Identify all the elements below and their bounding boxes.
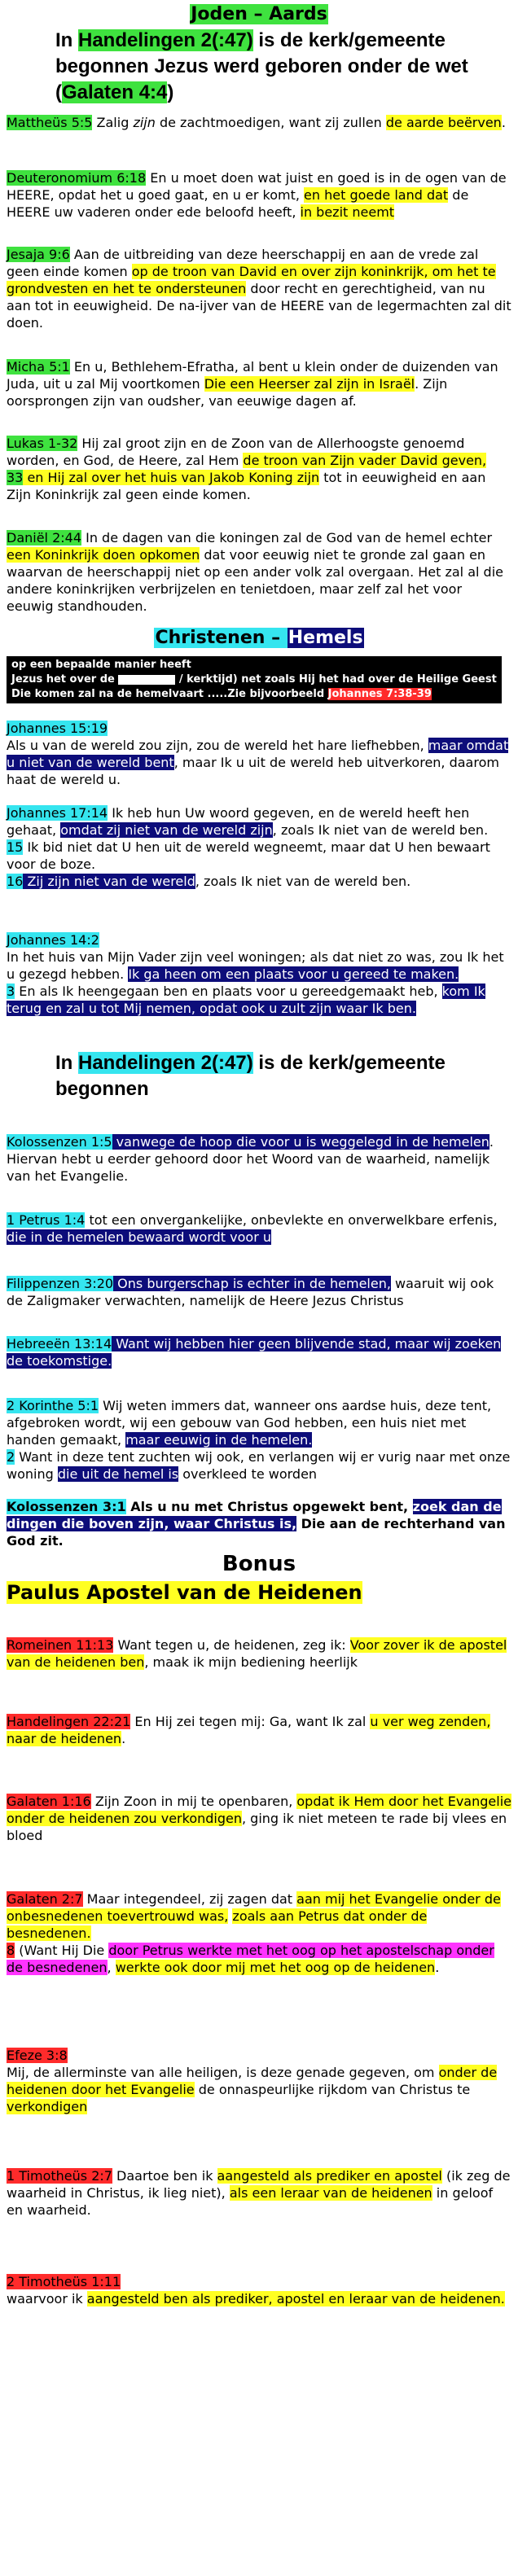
intro1-ref: Handelingen 2(:47) [78,29,253,51]
intro1-ref2: Galaten 4:4 [62,81,168,103]
verse-ref: Jesaja 9:6 [7,247,70,262]
verse-timotheus-2: 2 Timotheüs 1:11 waarvoor ik aangesteld ben als prediker, apostel en leraar van de heidenen. [7,2274,505,2307]
joden-label: Joden – Aards [191,4,327,24]
verse-kolossenzen-1: Kolossenzen 1:5 vanwege de hoop die voor u is weggelegd in de hemelen. Hiervan hebt u eerder gehoord door het Woord van de waarheid, namelijk van het Evangelie. [7,1134,494,1184]
verse-kolossenzen-3: Kolossenzen 3:1 Als u nu met Christus opgewekt bent, zoek dan de dingen die boven zijn, waar Christus is, Die aan de rechterhand van God zit. [7,1499,506,1549]
verse-ref: Galaten 2:7 [7,1891,83,1907]
verse-ref: Daniël 2:44 [7,530,82,545]
verse-ref: Deuteronomium 6:18 [7,170,147,186]
verse-ref: Lukas 1-32 [7,436,78,451]
verse-galaten-2: Galaten 2:7 Maar integendeel, zij zagen dat aan mij het Evangelie onder de onbesnedenen toevertrouwd was, zoals aan Petrus dat onder de besnedenen. 8 (Want Hij Die door Petrus werkte met het oog op het apostelschap onder de besnedenen, werkte ook door mij met het oog op de heidenen. [7,1891,501,1975]
verse-daniel: Daniël 2:44 In de dagen van die koningen zal de God van de hemel echter een Koninkrijk doen opkomen dat voor eeuwig niet te gronde zal gaan en waarvan de heerschappij niet op een ander volk zal overgaan. Het zal al die andere koninkrijken verbrijzelen en tenietdoen, maar zelf zal het voor eeuwig standhouden. [7,530,503,614]
verse-ref: 2 Korinthe 5:1 [7,1398,99,1413]
bonus-header: Bonus [222,1552,296,1576]
verse-handelingen: Handelingen 22:21 En Hij zei tegen mij: Ga, want Ik zal u ver weg zenden, naar de heidenen. [7,1714,491,1746]
verse-timotheus-1: 1 Timotheüs 2:7 Daartoe ben ik aangesteld als prediker en apostel (ik zeg de waarheid in Christus, ik lieg niet), als een leraar van de heidenen in geloof en waarheid. [7,2168,511,2218]
verse-korinthe: 2 Korinthe 5:1 Wij weten immers dat, wanneer ons aardse huis, deze tent, afgebroken wordt, wij een gebouw van God hebben, een huis niet met handen gemaakt, maar eeuwig in de hemelen. 2 Want in deze tent zuchten wij ook, en verlangen wij er vurig naar met onze woning die uit de hemel is overkleed te worden [7,1398,511,1482]
paulus-header: Paulus Apostel van de Heidenen [7,1581,362,1604]
verse-ref: Efeze 3:8 [7,2048,68,2063]
christenen-label: Christenen – [155,628,287,648]
verse-ref: Kolossenzen 1:5 [7,1134,112,1150]
verse-lukas: Lukas 1-32 Hij zal groot zijn en de Zoon van de Allerhoogste genoemd worden, en God, de Heere, zal Hem de troon van Zijn vader David geven, 33 en Hij zal over het huis van Jakob Koning zijn tot in eeuwigheid en aan Zijn Koninkrijk zal geen einde komen. [7,436,487,502]
verse-efeze: Efeze 3:8 Mij, de allerminste van alle heiligen, is deze genade gegeven, om onder de heidenen door het Evangelie de onnaspeurlijke rijkdom van Christus te verkondigen [7,2048,498,2114]
section-joden-header [7,3,511,26]
verse-mattheus: Mattheüs 5:5 Zalig zijn de zachtmoedigen, want zij zullen de aarde beërven. [7,115,506,130]
intro2-ref: Handelingen 2(:47) [78,1052,253,1074]
verse-ref: Romeinen 11:13 [7,1637,114,1653]
verse-johannes-15: Johannes 15:19 Als u van de wereld zou zijn, zou de wereld het hare liefhebben, maar omdat u niet van de wereld bent, maar Ik u uit de wereld heb uitverkoren, daarom haat de wereld u. [7,721,509,787]
verse-hebreeen: Hebreeën 13:14 Want wij hebben hier geen blijvende stad, maar wij zoeken de toekomstige. [7,1336,502,1369]
intro-1: In Handelingen 2(:47) is de kerk/gemeente begonnen Jezus werd geboren onder de wet (Galaten 4:4) [55,29,468,103]
verse-ref: Filippenzen 3:20 [7,1276,114,1291]
verse-ref: Kolossenzen 3:1 [7,1499,126,1514]
verse-johannes-17: Johannes 17:14 Ik heb hun Uw woord gegeven, en de wereld heeft hen gehaat, omdat zij niet van de wereld zijn, zoals Ik niet van de wereld ben. 15 Ik bid niet dat U hen uit de wereld wegneemt, maar dat U hen bewaart voor de boze. 16 Zij zijn niet van de wereld, zoals Ik niet van de wereld ben. [7,805,490,889]
blank-box [118,675,175,685]
intro-2: In Handelingen 2(:47) is de kerk/gemeente begonnen [55,1052,446,1100]
verse-micha: Micha 5:1 En u, Bethlehem-Efratha, al bent u klein onder de duizenden van Juda, uit u zal Mij voortkomen Die een Heerser zal zijn in Israël. Zijn oorsprongen zijn van oudsher, van eeuwige dagen af. [7,359,498,409]
verse-ref: Micha 5:1 [7,359,70,375]
section-christenen-header [7,627,511,650]
hemels-label: Hemels [288,628,363,648]
verse-ref: 2 Timotheüs 1:11 [7,2274,121,2289]
verse-ref: Johannes 17:14 [7,805,108,821]
verse-jesaja: Jesaja 9:6 Aan de uitbreiding van deze heerschappij en aan de vrede zal geen einde komen op de troon van David en over zijn koninkrijk, om het te grondvesten en het te ondersteunen door recht en gerechtigheid, van nu aan tot in eeuwigheid. De na-ijver van de HEERE van de legermachten zal dit doen. [7,247,511,331]
verse-ref: Hebreeën 13:14 [7,1336,112,1352]
verse-deuteronomium: Deuteronomium 6:18 En u moet doen wat juist en goed is in de ogen van de HEERE, opdat het u goed gaat, en u er komt, en het goede land dat de HEERE uw vaderen onder ede beloofd heeft, in bezit neemt [7,170,507,220]
verse-filippenzen: Filippenzen 3:20 Ons burgerschap is echter in de hemelen, waaruit wij ook de Zaligmaker verwachten, namelijk de Heere Jezus Christus [7,1276,494,1308]
verse-romeinen: Romeinen 11:13 Want tegen u, de heidenen, zeg ik: Voor zover ik de apostel van de heidenen ben, maak ik mijn bediening heerlijk [7,1637,507,1670]
verse-ref: 1 Timotheüs 2:7 [7,2168,112,2184]
verse-ref: Mattheüs 5:5 [7,115,93,130]
note-box: op een bepaalde manier heeft Jezus het over de / kerktijd) net zoals Hij het had over de Heilige Geest Die komen zal na de hemelvaart .....Zie bijvoorbeeld Johannes 7:38-39 [7,656,511,703]
verse-ref: 1 Petrus 1:4 [7,1212,86,1228]
verse-ref: Johannes 15:19 [7,721,108,736]
verse-ref: Handelingen 22:21 [7,1714,131,1729]
verse-galaten-1: Galaten 1:16 Zijn Zoon in mij te openbaren, opdat ik Hem door het Evangelie onder de heidenen zou verkondigen, ging ik niet meteen te rade bij vlees en bloed [7,1794,511,1843]
verse-johannes-14: Johannes 14:2 In het huis van Mijn Vader zijn veel woningen; als dat niet zo was, zou Ik het u gezegd hebben. Ik ga heen om een plaats voor u gereed te maken. 3 En als Ik heengegaan ben en plaats voor u gereedgemaakt heb, kom Ik terug en zal u tot Mij nemen, opdat ook u zult zijn waar Ik ben. [7,932,504,1016]
verse-ref: Galaten 1:16 [7,1794,91,1809]
verse-petrus: 1 Petrus 1:4 tot een onvergankelijke, onbevlekte en onverwelkbare erfenis, die in de hemelen bewaard wordt voor u [7,1212,498,1245]
verse-ref: Johannes 14:2 [7,932,99,948]
